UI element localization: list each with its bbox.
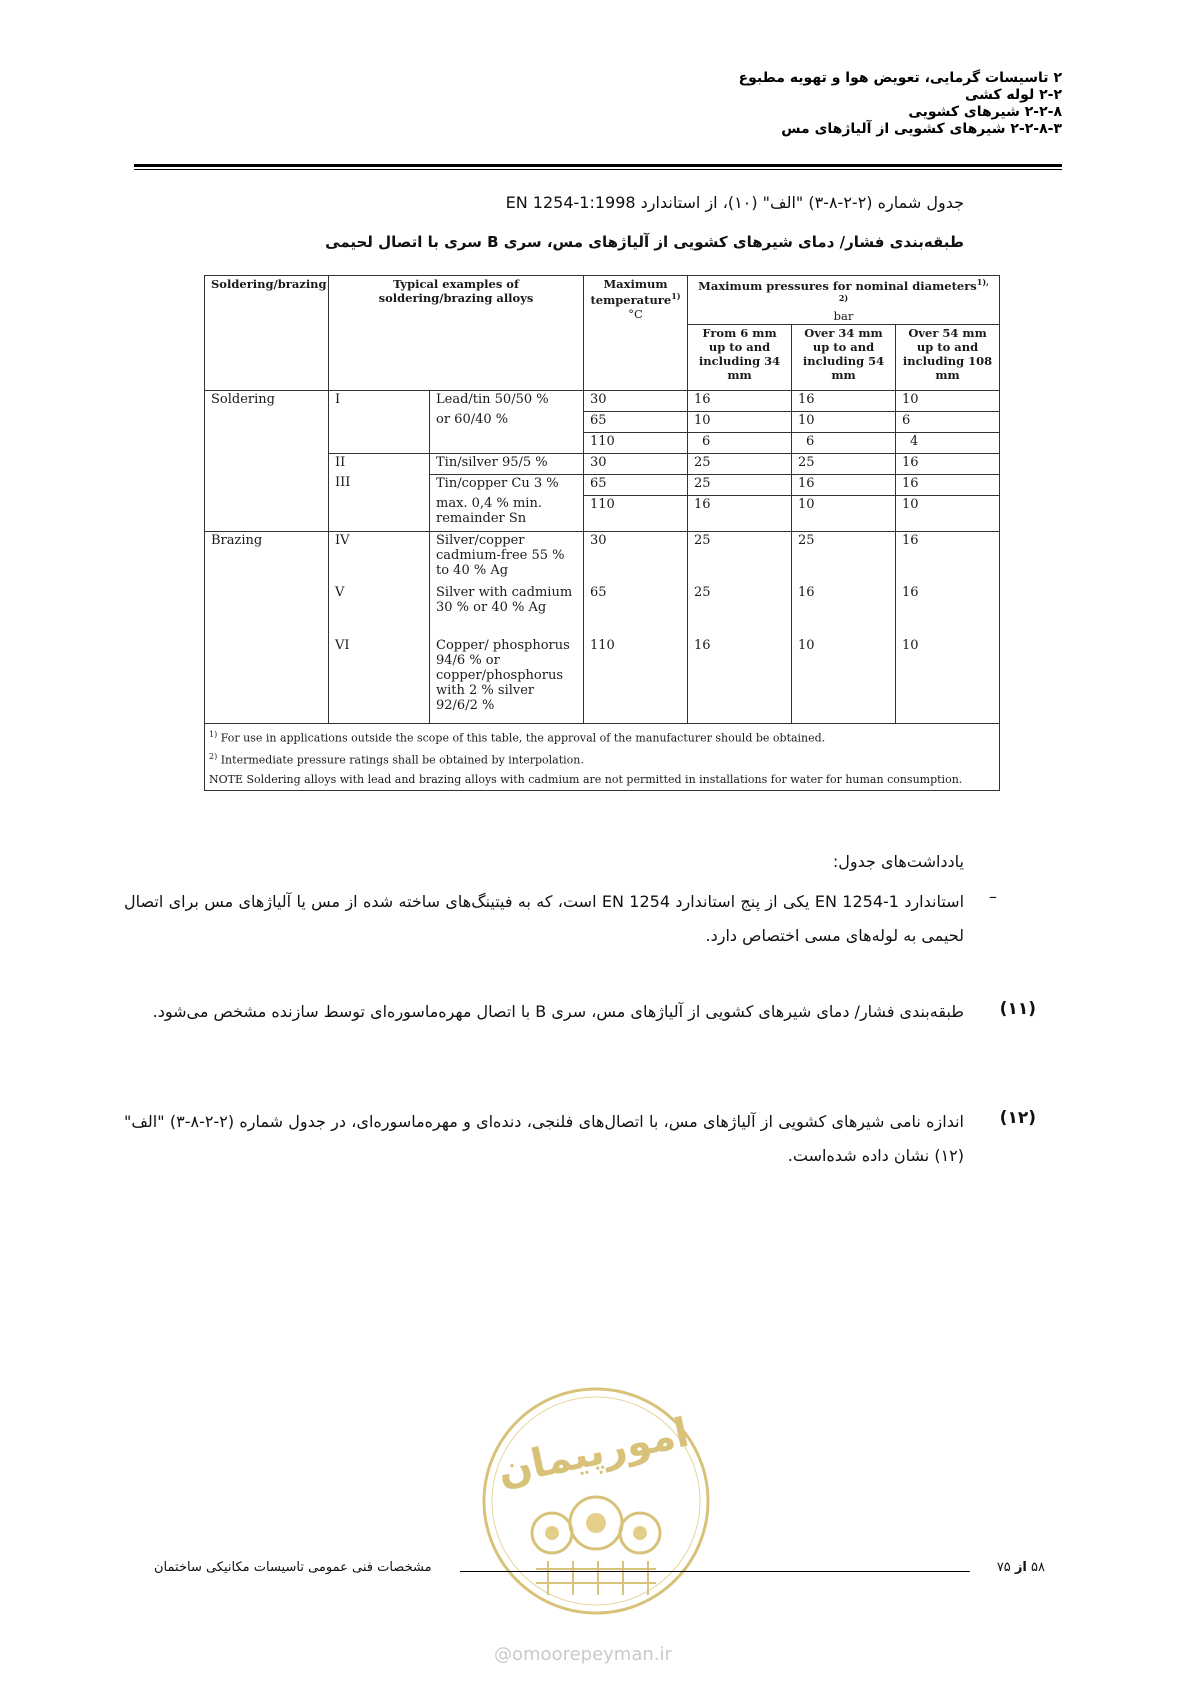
header-dn-34-54: Over 34 mm up to and including 54 mm xyxy=(792,324,896,390)
pressure-temperature-table xyxy=(204,275,999,827)
header-alloys: Typical examples of soldering/brazing alloys xyxy=(329,276,584,391)
header-subsection: ۲-۲-۸ شیرهای کشویی xyxy=(908,104,1062,120)
table-caption-title: طبقه‌بندی فشار/ دمای شیرهای کشویی از آلیاژهای مس، سری B سری با اتصال لحیمی xyxy=(325,233,964,251)
group-label-soldering: Soldering xyxy=(205,390,329,531)
item-paragraph-11: طبقه‌بندی فشار/ دمای شیرهای کشویی از آلیاژهای مس، سری B با اتصال مهره‌ماسوره‌ای توسط سازنده مشخص می‌شود. xyxy=(152,1002,964,1021)
table-notes xyxy=(205,723,1000,790)
table-row: max. 0,4 % min. remainder Sn 110 16 10 10 xyxy=(205,495,1000,531)
header-dn-54-108: Over 54 mm up to and including 108 mm xyxy=(896,324,1000,390)
bullet-dash: – xyxy=(989,887,997,906)
header-section: ۲-۲ لوله کشی xyxy=(965,87,1062,103)
note-paragraph-1: استاندارد EN 1254-1 یکی از پنج استاندارد EN 1254 است، که به فیتینگ‌های ساخته شده از مس یا آلیاژهای مس برای اتصال لحیمی به لوله‌های مسی اختصاص دارد. xyxy=(124,892,965,945)
table-row: VI Copper/ phosphorus 94/6 % or copper/phosphorus with 2 % silver 92/6/2 % 110 16 10 10 xyxy=(205,637,1000,723)
table-row: V Silver with cadmium 30 % or 40 % Ag 65 25 16 16 xyxy=(205,584,1000,637)
table-row: II Tin/silver 95/5 % 30 25 25 16 xyxy=(205,453,1000,474)
header-soldering-brazing: Soldering/brazing xyxy=(205,276,329,391)
svg-text:امورپیمان: امورپیمان xyxy=(493,1409,693,1495)
header-dn-6-34: From 6 mm up to and including 34 mm xyxy=(688,324,792,390)
table-note-2: $^{2)}$ Intermediate pressure ratings shall be obtained by interpolation. xyxy=(209,752,584,767)
table-note-3: NOTE Soldering alloys with lead and brazing alloys with cadmium are not permitted in installations for water for human consumption. xyxy=(209,772,963,786)
table-row: or 60/40 % 65 10 10 6 xyxy=(205,411,1000,432)
item-paragraph-12: اندازه نامی شیرهای کشویی از آلیاژهای مس، با اتصال‌های فلنجی، دنده‌ای و مهره‌ماسوره‌ای، در جدول شماره (۲-۲-۸-۳) "الف" (۱۲) نشان داده شده‌است. xyxy=(124,1112,964,1165)
table-row: Soldering I Lead/tin 50/50 % 30 16 16 10 xyxy=(205,390,1000,411)
table-row: III Tin/copper Cu 3 % 65 25 16 16 xyxy=(205,474,1000,495)
footer-title: مشخصات فنی عمومی تاسیسات مکانیکی ساختمان xyxy=(154,1560,432,1575)
watermark-url: @omoorepeyman.ir xyxy=(494,1644,672,1665)
footer-page-number: ۵۸ از ۷۵ xyxy=(996,1560,1045,1575)
table-row: 110 6 6 4 xyxy=(205,432,1000,453)
item-number-12: (۱۲) xyxy=(999,1108,1036,1128)
header-rule-thin xyxy=(134,169,1062,170)
header-max-temperature: Maximum temperature$^{1)}$ °C xyxy=(584,276,688,391)
group-label-brazing: Brazing xyxy=(205,531,329,723)
table-note-1: $^{1)}$ For use in applications outside the scope of this table, the approval of the manufacturer should be obtained. xyxy=(209,729,826,745)
footer-rule xyxy=(460,1571,970,1572)
item-number-11: (۱۱) xyxy=(999,999,1036,1019)
header-max-pressures: Maximum pressures for nominal diameters$^{1), 2)}$ bar xyxy=(688,276,1000,325)
watermark-seal-icon xyxy=(478,1383,714,1619)
notes-heading: یادداشت‌های جدول: xyxy=(832,852,964,871)
header-topic: ۲-۲-۸-۳ شیرهای کشویی از آلیاژهای مس xyxy=(781,121,1062,137)
header-chapter: ۲ تاسیسات گرمایی، تعویض هوا و تهویه مطبوع xyxy=(738,70,1062,86)
page-header xyxy=(122,70,1062,138)
table-caption-reference: جدول شماره (۲-۲-۸-۳) "الف" (۱۰)، از استاندارد EN 1254-1:1998 xyxy=(505,193,964,212)
table-row: Brazing IV Silver/copper cadmium-free 55 % to 40 % Ag 30 25 25 16 xyxy=(205,531,1000,584)
header-rule-thick xyxy=(134,164,1062,167)
